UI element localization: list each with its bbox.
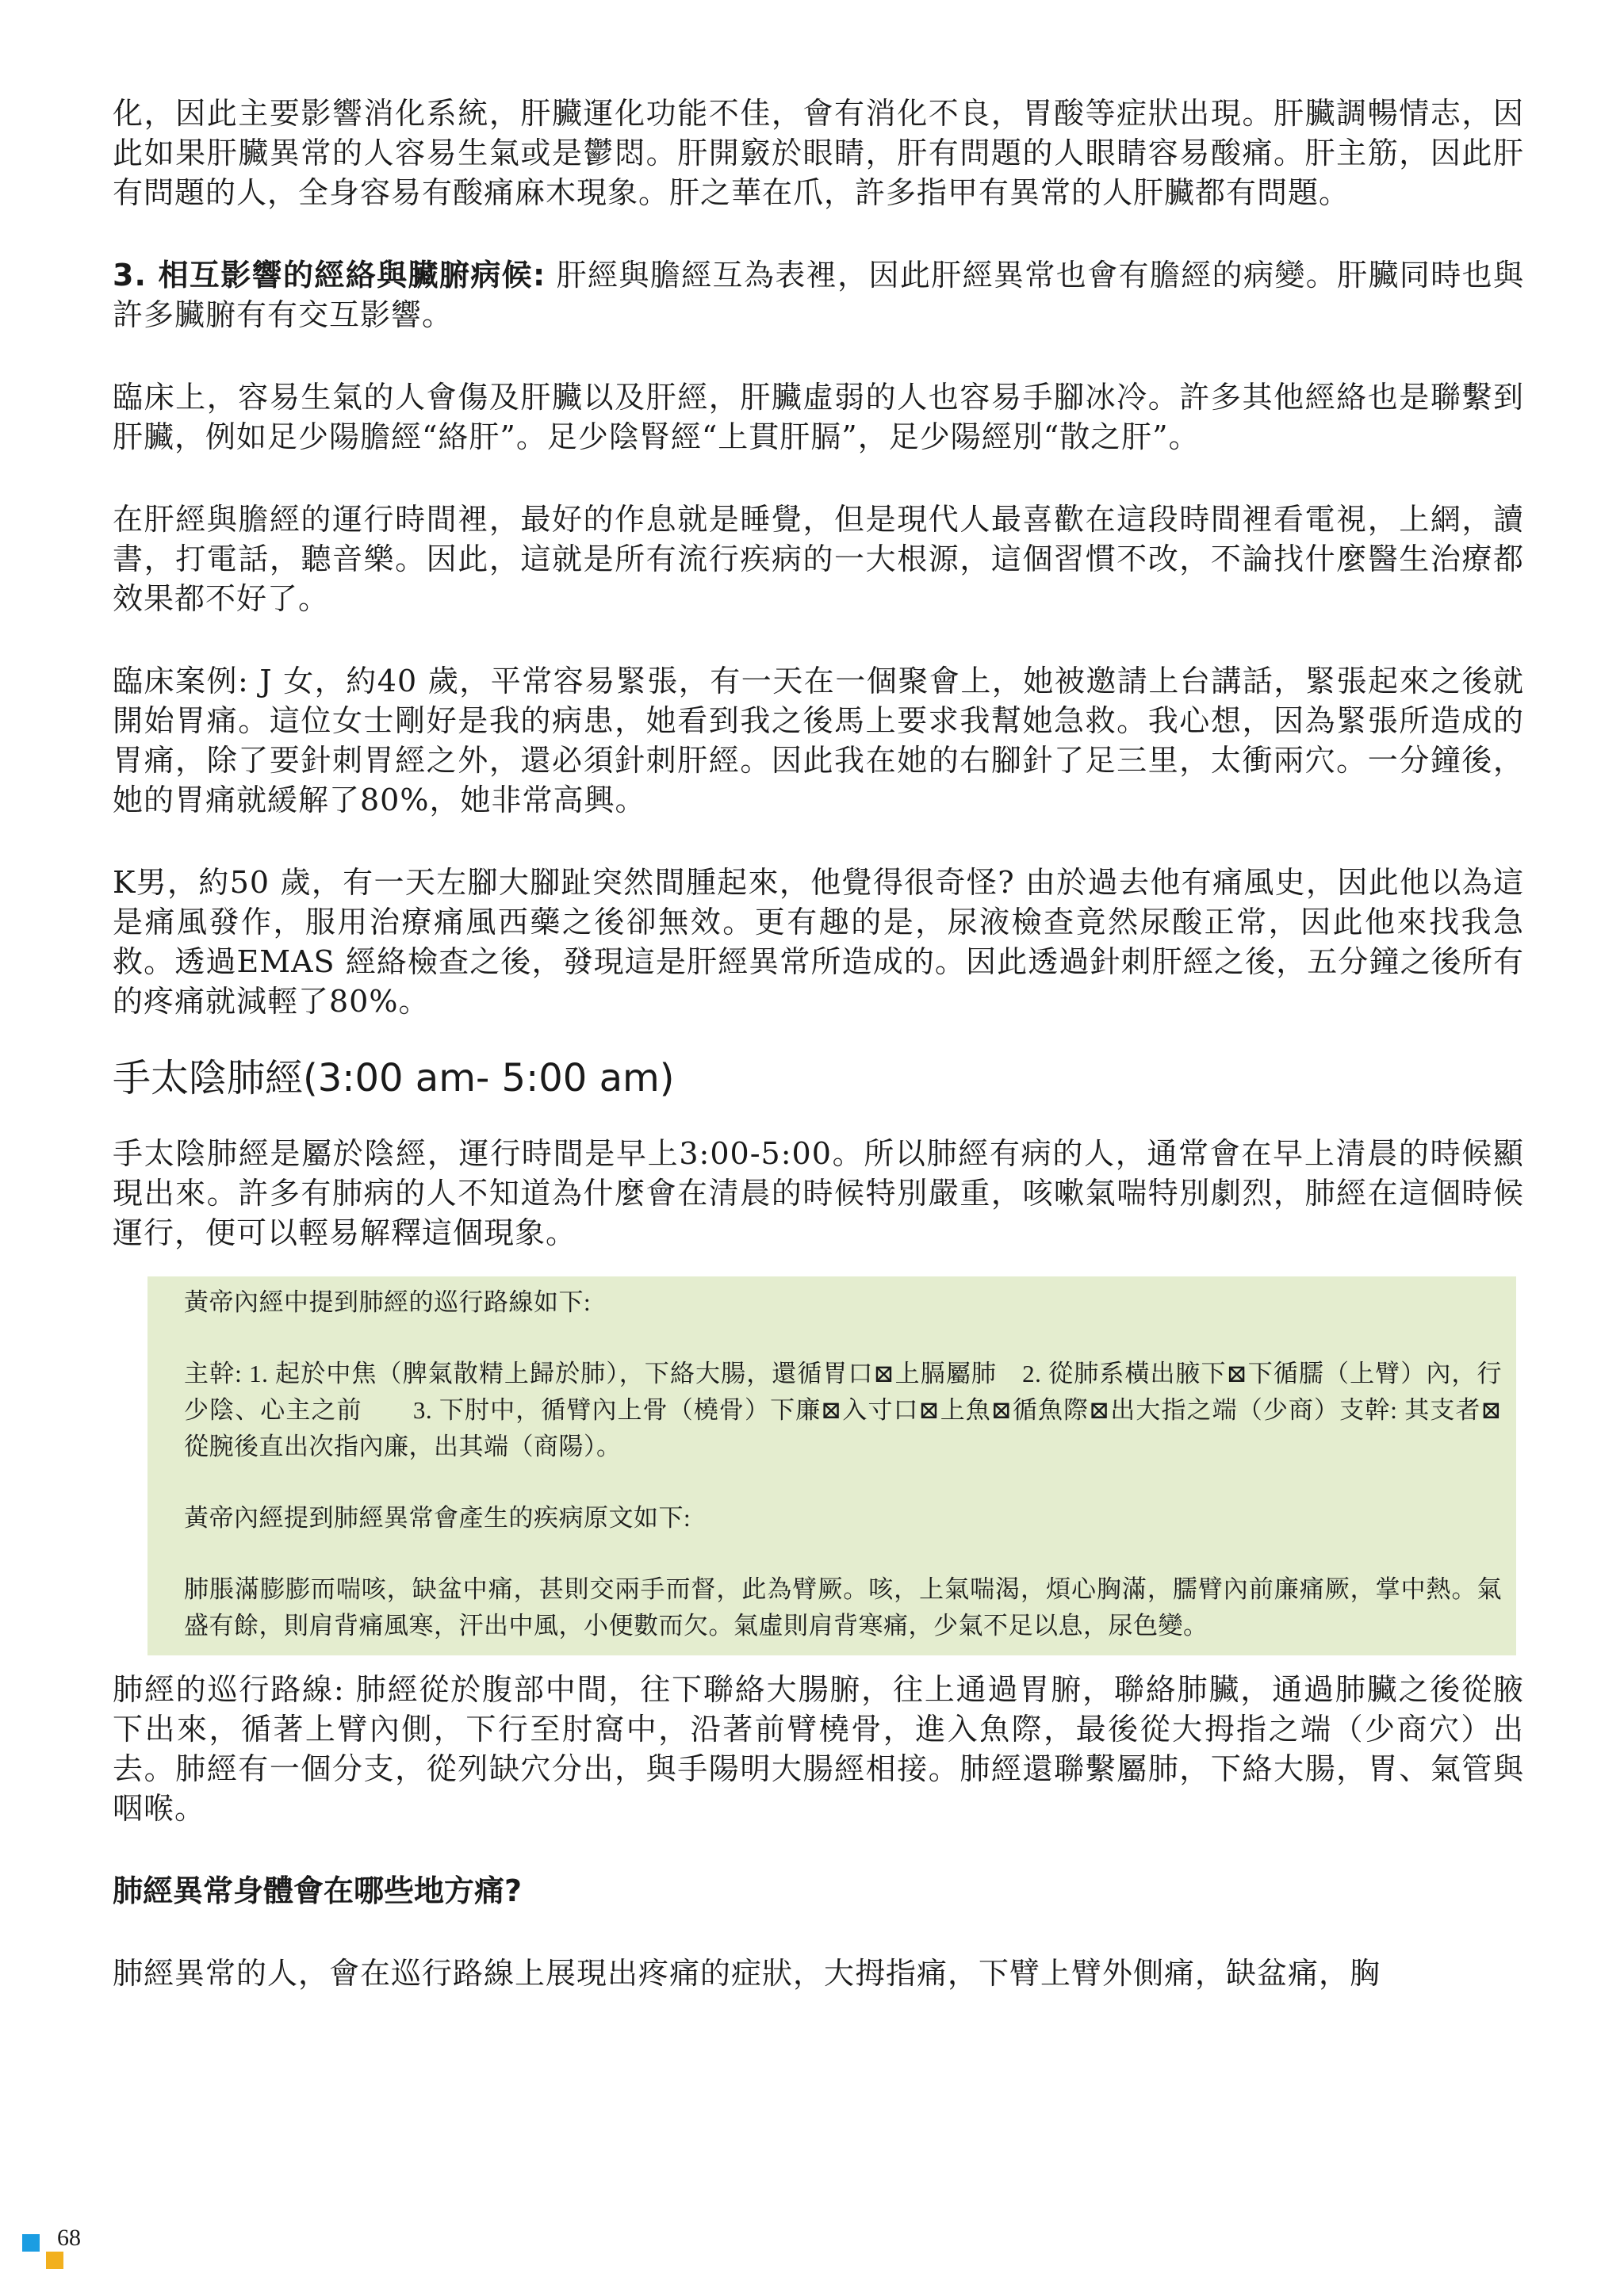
quote-route-heading: 黃帝內經中提到肺經的巡行路線如下:: [184, 1288, 592, 1316]
paragraph-liver-function: 化，因此主要影響消化系統，肝臟運化功能不佳，會有消化不良，胃酸等症狀出現。肝臟調暢情志，因此如果肝臟異常的人容易生氣或是鬱悶。肝開竅於眼睛，肝有問題的人眼睛容易酸痛。肝主筋，因此肝有問題的人，全身容易有酸痛麻木現象。肝之華在爪，許多指甲有異常的人肝臟都有問題。: [113, 96, 1524, 210]
heading-lung-pain: 肺經異常身體會在哪些地方痛?: [113, 1873, 523, 1908]
blue-square-decoration: [22, 2234, 40, 2252]
yellow-square-decoration: [46, 2252, 63, 2269]
quote-disease-text: 肺脹滿膨膨而喘咳，缺盆中痛，甚則交兩手而督，此為臂厥。咳，上氣喘渴，煩心胸滿，臑臂內前廉痛厥，掌中熱。氣盛有餘，則肩背痛風寒，汗出中風，小便數而欠。氣虛則肩背寒痛，少氣不足以息，尿色變。: [184, 1575, 1502, 1640]
paragraph-sleep-time: 在肝經與膽經的運行時間裡，最好的作息就是睡覺，但是現代人最喜歡在這段時間裡看電視，上網，讀書，打電話，聽音樂。因此，這就是所有流行疾病的一大根源，這個習慣不改，不論找什麼醫生治療都效果都不好了。: [113, 502, 1524, 616]
heading-lung-meridian: 手太陰肺經(3:00 am- 5:00 am): [113, 1056, 675, 1100]
paragraph-lung-route: 肺經的巡行路線: 肺經從於腹部中間，往下聯絡大腸腑，往上通過胃腑，聯絡肺臟，通過肺臟之後從腋下出來，循著上臂內側，下行至肘窩中，沿著前臂橈骨，進入魚際，最後從大拇指之端（少商穴）出去。肺經有一個分支，從列缺穴分出，與手陽明大腸經相接。肺經還聯繫屬肺，下絡大腸，胃、氣管與咽喉。: [113, 1672, 1524, 1826]
quote-disease-heading: 黃帝內經提到肺經異常會產生的疾病原文如下:: [184, 1504, 691, 1532]
paragraph-lung-intro: 手太陰肺經是屬於陰經，運行時間是早上3:00-5:00。所以肺經有病的人，通常會在早上清晨的時候顯現出來。許多有肺病的人不知道為什麼會在清晨的時候特別嚴重，咳嗽氣喘特別劇烈，肺經在這個時候運行，便可以輕易解釋這個現象。: [113, 1136, 1524, 1250]
page-footer: [22, 2225, 117, 2272]
quote-box-huangdi-neijing: [147, 1276, 1516, 1655]
paragraph-clinical-anger: 臨床上，容易生氣的人會傷及肝臟以及肝經，肝臟虛弱的人也容易手腳冰冷。許多其他經絡也是聯繫到肝臟，例如足少陽膽經“絡肝”。足少陰腎經“上貫肝膈”，足少陽經別“散之肝”。: [113, 380, 1524, 454]
page-number: 68: [57, 2225, 81, 2251]
content: [113, 94, 1524, 2036]
section-3-lead: 3. 相互影響的經絡與臟腑病候:: [113, 258, 546, 293]
paragraph-case-k: K男，約50 歲，有一天左腳大腳趾突然間腫起來，他覺得很奇怪? 由於過去他有痛風史，因此他以為這是痛風發作，服用治療痛風西藥之後卻無效。更有趣的是，尿液檢查竟然尿酸正常，因此他來找我急救。透過EMAS 經絡檢查之後，發現這是肝經異常所造成的。因此透過針刺肝經之後，五分鐘之後所有的疼痛就減輕了80%。: [113, 865, 1524, 1019]
paragraph-case-j: 臨床案例: J 女，約40 歲，平常容易緊張，有一天在一個聚會上，她被邀請上台講話，緊張起來之後就開始胃痛。這位女士剛好是我的病患，她看到我之後馬上要求我幫她急救。我心想，因為緊張所造成的胃痛，除了要針刺胃經之外，還必須針刺肝經。因此我在她的右腳針了足三里，太衝兩穴。一分鐘後，她的胃痛就緩解了80%，她非常高興。: [113, 664, 1524, 817]
quote-route-text: 主幹: 1. 起於中焦（脾氣散精上歸於肺），下絡大腸，還循胃口⊠上膈屬肺 2. 從肺系橫出腋下⊠下循臑（上臂）內，行少陰、心主之前 3. 下肘中，循臂內上骨（橈骨）下廉⊠入寸口⊠上魚⊠循魚際⊠出大指之端（少商）支幹: 其支者⊠從腕後直出次指內廉，出其端（商陽）。: [184, 1360, 1502, 1460]
paragraph-section-3: [113, 255, 1524, 335]
paragraph-lung-pain: 肺經異常的人，會在巡行路線上展現出疼痛的症狀，大拇指痛，下臂上臂外側痛，缺盆痛，胸: [113, 1956, 1381, 1991]
section-3-text: 肝經與膽經互為表裡，因此肝經異常也會有膽經的病變。肝臟同時也與許多臟腑有有交互影響。: [113, 258, 1524, 332]
